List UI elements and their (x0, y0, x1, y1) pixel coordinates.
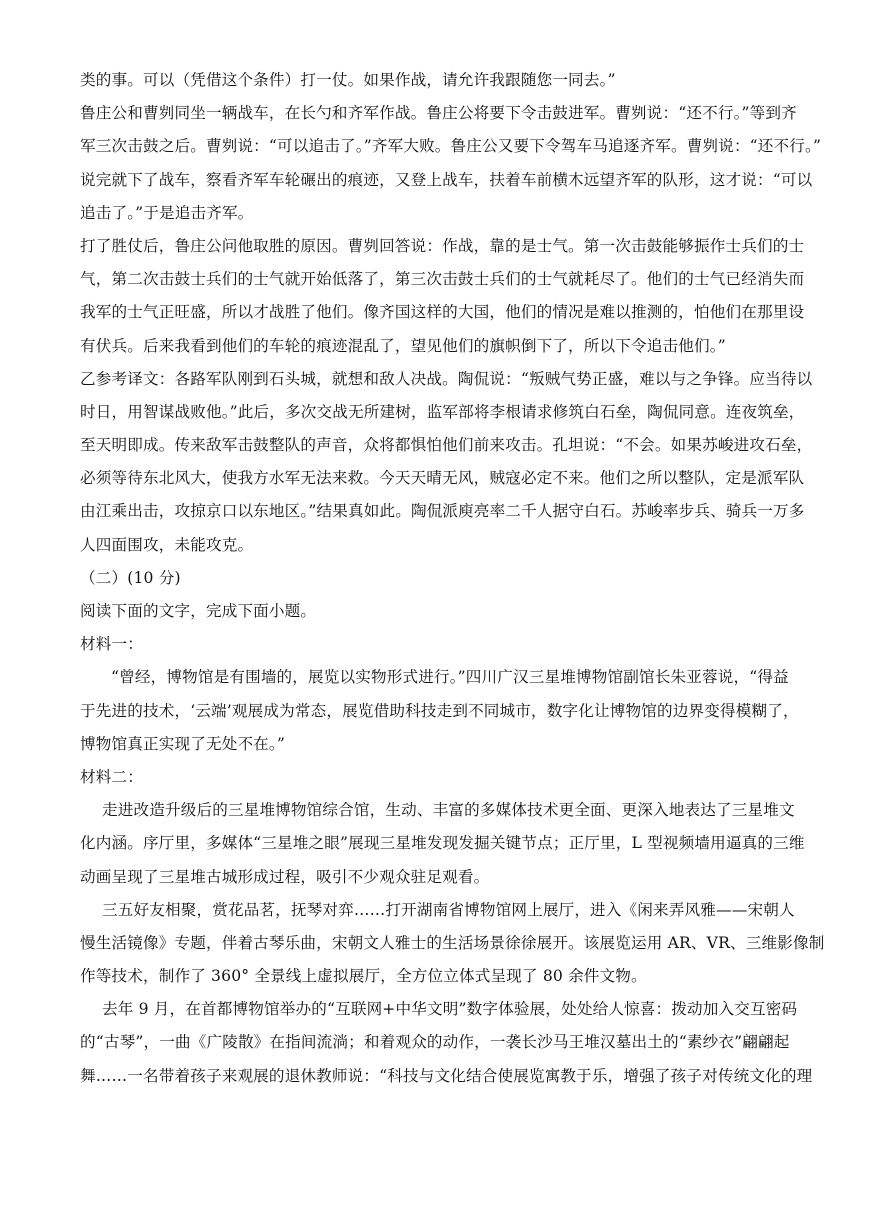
text-line: 的“古琴”，一曲《广陵散》在指间流淌；和着观众的动作，一袭长沙马王堆汉墓出土的“素纱衣”翩翩起 (80, 1033, 790, 1052)
text-line: 博物馆真正实现了无处不在。” (80, 734, 285, 753)
instruction-text: 阅读下面的文字，完成下面小题。 (80, 602, 317, 620)
text-line: 于先进的技术，‘云端’观展成为常态，展览借助科技走到不同城市，数字化让博物馆的边界变得模糊了， (80, 701, 799, 720)
text-line: 打了胜仗后，鲁庄公问他取胜的原因。曹刿回答说：作战，靠的是士气。第一次击鼓能够振作士兵们的士 (80, 236, 805, 255)
text-line: 由江乘出击，攻掠京口以东地区。”结果真如此。陶侃派庾亮率二千人据守白石。苏峻率步兵、骑兵一万多 (80, 502, 805, 521)
text-line: 慢生活镜像》专题，伴着古琴乐曲，宋朝文人雅士的生活场景徐徐展开。该展览运用 AR、VR、三维影像制 (80, 933, 825, 952)
text-line: 至天明即成。传来敌军击鼓整队的声音，众将都惧怕他们前来攻击。孔坦说：“不会。如果苏峻进攻石垒， (80, 436, 813, 455)
text-line: 必须等待东北风大，使我方水军无法来救。今天天晴无风，贼寇必定不来。他们之所以整队，定是派军队 (80, 469, 805, 488)
material-label: 材料一： (80, 635, 143, 654)
text-line: 鲁庄公和曹刿同坐一辆战车，在长勺和齐军作战。鲁庄公将要下令击鼓进军。曹刿说：“还不行。”等到齐 (80, 104, 797, 123)
text-line: 走进改造升级后的三星堆博物馆综合馆，生动、丰富的多媒体技术更全面、更深入地表达了三星堆文 (102, 801, 795, 820)
text-line: 时日，用智谋战败他。”此后，多次交战无所建树，监军部将李根请求修筑白石垒，陶侃同意。连夜筑垒， (80, 402, 805, 421)
text-line: 类的事。可以（凭借这个条件）打一仗。如果作战，请允许我跟随您一同去。” (80, 71, 616, 89)
text-line: 我军的士气正旺盛，所以才战胜了他们。像齐国这样的大国，他们的情况是难以推测的，怕他们在那里设 (80, 303, 805, 322)
text-line: 军三次击鼓之后。曹刿说：“可以追击了。”齐军大败。鲁庄公又要下令驾车马追逐齐军。曹刿说：“还不行。” (80, 137, 822, 156)
text-line: 追击了。”于是追击齐军。 (80, 203, 254, 222)
text-line: 说完就下了战车，察看齐军车轮碾出的痕迹，又登上战车，扶着车前横木远望齐军的队形，这才说：“可以 (80, 170, 813, 189)
text-line: 舞……一名带着孩子来观展的退休教师说：“科技与文化结合使展览寓教于乐，增强了孩子对传统文化的理 (80, 1066, 813, 1085)
text-line: 三五好友相聚，赏花品茗，抚琴对弈……打开湖南省博物馆网上展厅，进入《闲来弄风雅——宋朝人 (102, 900, 795, 919)
text-body (80, 64, 825, 1093)
text-line: “曾经，博物馆是有围墙的，展览以实物形式进行。”四川广汉三星堆博物馆副馆长朱亚蓉说，“得益 (111, 668, 789, 687)
text-line: 人四面围攻，未能攻克。 (80, 535, 254, 554)
text-line: 作等技术，制作了 360° 全景线上虚拟展厅，全方位立体式呈现了 80 余件文物。 (80, 967, 647, 986)
material-label: 材料二： (80, 767, 143, 786)
text-line: 气，第二次击鼓士兵们的士气就开始低落了，第三次击鼓士兵们的士气就耗尽了。他们的士气已经消失而 (80, 270, 805, 289)
text-line: 动画呈现了三星堆古城形成过程，吸引不少观众驻足观看。 (80, 867, 490, 886)
section-heading: （二）(10 分) (80, 568, 181, 587)
text-line: 去年 9 月，在首都博物馆举办的“互联网+中华文明”数字体验展，处处给人惊喜：拨动加入交互密码 (102, 1000, 798, 1019)
text-line: 化内涵。序厅里，多媒体“三星堆之眼”展现三星堆发现发掘关键节点；正厅里，L 型视频墙用逼真的三维 (80, 834, 805, 853)
text-line: 有伏兵。后来我看到他们的车轮的痕迹混乱了，望见他们的旗帜倒下了，所以下令追击他们。” (80, 336, 726, 355)
text-line: 乙参考译文：各路军队刚到石头城，就想和敌人决战。陶侃说：“叛贼气势正盛，难以与之争锋。应当待以 (80, 369, 813, 388)
